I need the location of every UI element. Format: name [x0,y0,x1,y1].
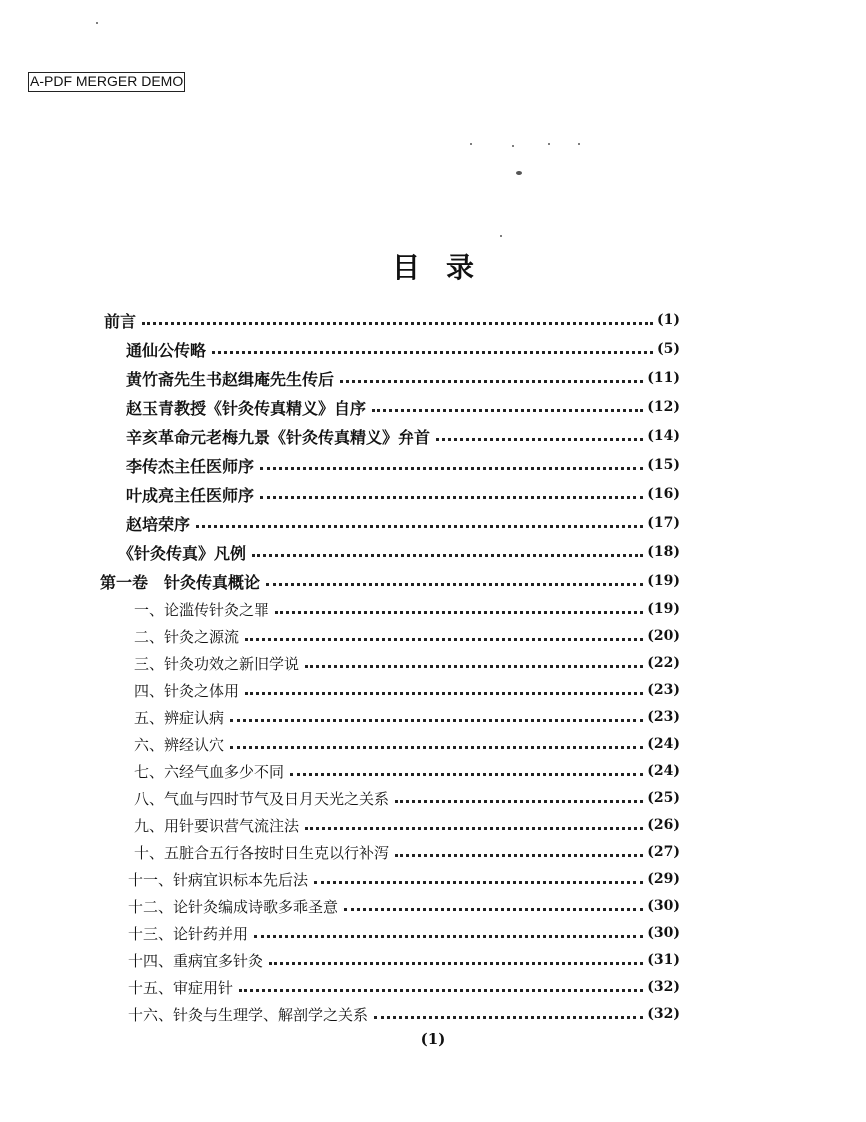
toc-entry [128,1002,680,1026]
toc-entry-page: (30) [647,925,680,941]
dot-leader [266,583,643,586]
toc-entry-label: 八、气血与四时节气及日月天光之关系 [134,789,390,808]
toc-entry-page: (20) [647,628,680,644]
toc-entry-page: (11) [647,370,680,386]
toc-entry-label: 十、五脏合五行各按时日生克以行补泻 [134,843,390,862]
toc-entry [128,921,680,945]
toc-entry-page: (24) [647,763,680,779]
toc-entry [126,337,680,361]
toc-entry-page: (29) [647,871,680,887]
toc-entry-label: 二、针灸之源流 [134,627,240,646]
toc-entry [134,732,680,756]
scan-speck [578,143,580,145]
dot-leader [230,746,643,749]
dot-leader [314,881,643,884]
scan-speck [500,235,502,237]
toc-entry [126,366,680,390]
toc-entry [134,705,680,729]
toc-entry [128,867,680,891]
toc-entry-label: 第一卷 针灸传真概论 [100,572,261,592]
toc-entry-label: 五、辨症认病 [134,708,225,727]
toc-entry-label: 九、用针要识营气流注法 [134,816,300,835]
pdf-watermark: A-PDF MERGER DEMO [28,72,185,92]
page-title: 目录 [391,251,500,284]
page-number: (1) [420,1030,446,1048]
toc-entry [126,424,680,448]
dot-leader [372,409,643,412]
toc-entry-label: 《针灸传真》凡例 [118,543,247,563]
toc-entry-page: (30) [647,898,680,914]
toc-entry [134,813,680,837]
toc-entry-label: 十四、重病宜多针灸 [128,951,264,970]
dot-leader [142,322,653,325]
scan-speck [548,143,550,145]
dot-leader [239,989,643,992]
toc-entry-page: (22) [647,655,680,671]
dot-leader [212,351,653,354]
dot-leader [260,496,643,499]
toc-entry [134,786,680,810]
toc-entry-page: (26) [647,817,680,833]
dot-leader [305,827,643,830]
dot-leader [252,554,643,557]
toc-entry-page: (25) [647,790,680,806]
toc-entry [126,395,680,419]
toc-entry-page: (31) [647,952,680,968]
dot-leader [436,438,643,441]
toc-entry-label: 李传杰主任医师序 [126,456,255,476]
toc-entry-label: 六、辨经认穴 [134,735,225,754]
toc-entry-page: (18) [647,544,680,560]
toc-entry-page: (12) [647,399,680,415]
dot-leader [245,638,643,641]
toc-entry-label: 通仙公传略 [126,340,207,360]
toc-entry-page: (32) [647,979,680,995]
toc-entry [134,651,680,675]
toc-entry-label: 十一、针病宜识标本先后法 [128,870,309,889]
toc-entry [128,894,680,918]
toc-entry-label: 十三、论针药并用 [128,924,249,943]
dot-leader [344,908,643,911]
toc-entry-label: 黄竹斋先生书赵缉庵先生传后 [126,369,335,389]
toc-entry-label: 三、针灸功效之新旧学说 [134,654,300,673]
toc-entry-page: (14) [647,428,680,444]
toc-entry-page: (19) [647,601,680,617]
dot-leader [196,525,643,528]
toc-entry-page: (24) [647,736,680,752]
dot-leader [269,962,643,965]
dot-leader [245,692,643,695]
dot-leader [340,380,643,383]
toc-entry-page: (32) [647,1006,680,1022]
dot-leader [374,1016,643,1019]
toc-entry [126,511,680,535]
toc-entry-page: (17) [647,515,680,531]
toc-entry-label: 赵玉青教授《针灸传真精义》自序 [126,398,367,418]
toc-entry-label: 辛亥革命元老梅九景《针灸传真精义》弁首 [126,427,431,447]
toc-entry [134,678,680,702]
dot-leader [305,665,643,668]
toc-entry [126,482,680,506]
scan-speck [516,171,522,175]
toc-entry [128,948,680,972]
toc-entry-label: 一、论滥传针灸之罪 [134,600,270,619]
dot-leader [395,854,643,857]
toc-entry-label: 赵培荣序 [126,514,191,534]
toc-entry [128,975,680,999]
toc-entry-label: 叶成亮主任医师序 [126,485,255,505]
toc-entry-label: 十六、针灸与生理学、解剖学之关系 [128,1005,369,1024]
toc-entry [134,624,680,648]
toc-volume-heading [100,569,680,593]
toc-entry-page: (19) [647,573,680,589]
toc-entry [126,453,680,477]
dot-leader [275,611,643,614]
toc-entry-label: 十五、审症用针 [128,978,234,997]
dot-leader [254,935,643,938]
dot-leader [230,719,643,722]
toc-entry [118,540,680,564]
toc-entry-page: (23) [647,682,680,698]
toc-entry-label: 七、六经气血多少不同 [134,762,285,781]
dot-leader [290,773,643,776]
toc-entry-label: 前言 [104,311,137,331]
toc-entry-page: (1) [657,312,680,328]
toc-entry [134,759,680,783]
toc-entry-page: (15) [647,457,680,473]
scan-speck [512,145,514,147]
scan-speck [96,22,98,24]
toc-entry [134,597,680,621]
toc-entry-label: 十二、论针灸编成诗歌多乖圣意 [128,897,339,916]
toc-entry-label: 四、针灸之体用 [134,681,240,700]
dot-leader [395,800,643,803]
toc-entry [134,840,680,864]
toc-entry-page: (23) [647,709,680,725]
toc-entry-page: (5) [657,341,680,357]
toc-entry-page: (16) [647,486,680,502]
dot-leader [260,467,643,470]
scan-speck [470,143,472,145]
toc-entry [104,308,680,332]
toc-entry-page: (27) [647,844,680,860]
